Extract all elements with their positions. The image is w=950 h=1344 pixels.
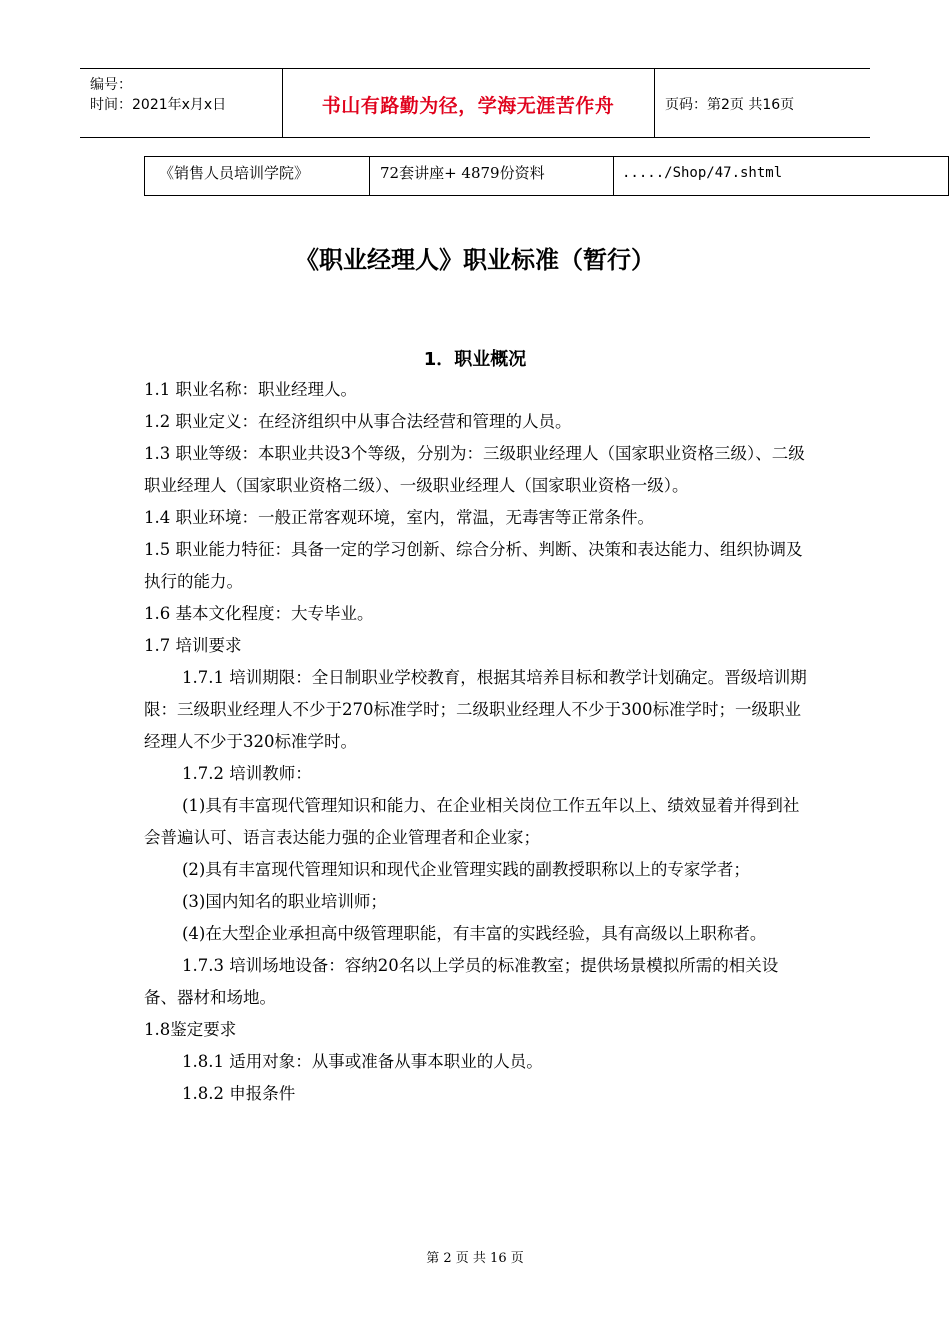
serial-number-label: 编号： [90,77,132,93]
source-cell-link[interactable]: ...../Shop/47.shtml [622,165,783,181]
paragraph: 1.5 职业能力特征：具备一定的学习创新、综合分析、判断、决策和表达能力、组织协调及执行的能力。 [144,540,803,591]
paragraph: 1.8.2 申报条件 [182,1084,296,1103]
paragraph: 1.4 职业环境：一般正常客观环境，室内，常温，无毒害等正常条件。 [144,508,654,527]
document-title: 《职业经理人》职业标准（暂行） [295,246,655,274]
section-heading: 1．职业概况 [423,349,527,370]
paragraph: 1.7 培训要求 [144,636,242,655]
paragraph: 1.7.1 培训期限：全日制职业学校教育，根据其培养目标和教学计划确定。晋级培训期限：三级职业经理人不少于270标准学时；二级职业经理人不少于300标准学时；一级职业经理人不少于320标准学时。 [144,668,807,751]
header-motto-cell [282,69,655,137]
paragraph: (2)具有丰富现代管理知识和现代企业管理实践的副教授职称以上的专家学者； [182,860,750,879]
document-body [144,374,808,1110]
paragraph: 1.7.3 培训场地设备：容纳20名以上学员的标准教室；提供场景模拟所需的相关设备、器材和场地。 [144,956,779,1007]
paragraph: 1.1 职业名称：职业经理人。 [144,380,357,399]
motto-text: 书山有路勤为径，学海无涯苦作舟 [321,95,615,117]
page-info: 页码：第2页 共16页 [665,97,795,113]
paragraph: 1.6 基本文化程度：大专毕业。 [144,604,374,623]
paragraph: 1.7.2 培训教师： [182,764,312,783]
paragraph: 1.8鉴定要求 [144,1020,237,1039]
paragraph: 1.3 职业等级：本职业共设3个等级，分别为：三级职业经理人（国家职业资格三级）、二级职业经理人（国家职业资格二级）、一级职业经理人（国家职业资格一级）。 [144,444,805,495]
header-meta-cell [80,69,283,137]
source-table [144,156,949,196]
source-cell-title: 《销售人员培训学院》 [145,157,370,195]
paragraph: 1.8.1 适用对象：从事或准备从事本职业的人员。 [182,1052,543,1071]
paragraph: (1)具有丰富现代管理知识和能力、在企业相关岗位工作五年以上、绩效显着并得到社会普遍认可、语言表达能力强的企业管理者和企业家； [144,796,800,847]
page-header [80,68,870,138]
paragraph: 1.2 职业定义：在经济组织中从事合法经营和管理的人员。 [144,412,572,431]
page-footer: 第 2 页 共 16 页 [426,1251,524,1266]
date-line: 时间：2021年x月x日 [90,97,227,113]
paragraph: (3)国内知名的职业培训师； [182,892,387,911]
header-page-cell [655,69,870,137]
paragraph: (4)在大型企业承担高中级管理职能，有丰富的实践经验，具有高级以上职称者。 [182,924,767,943]
source-cell-count: 72套讲座+ 4879份资料 [370,157,614,195]
